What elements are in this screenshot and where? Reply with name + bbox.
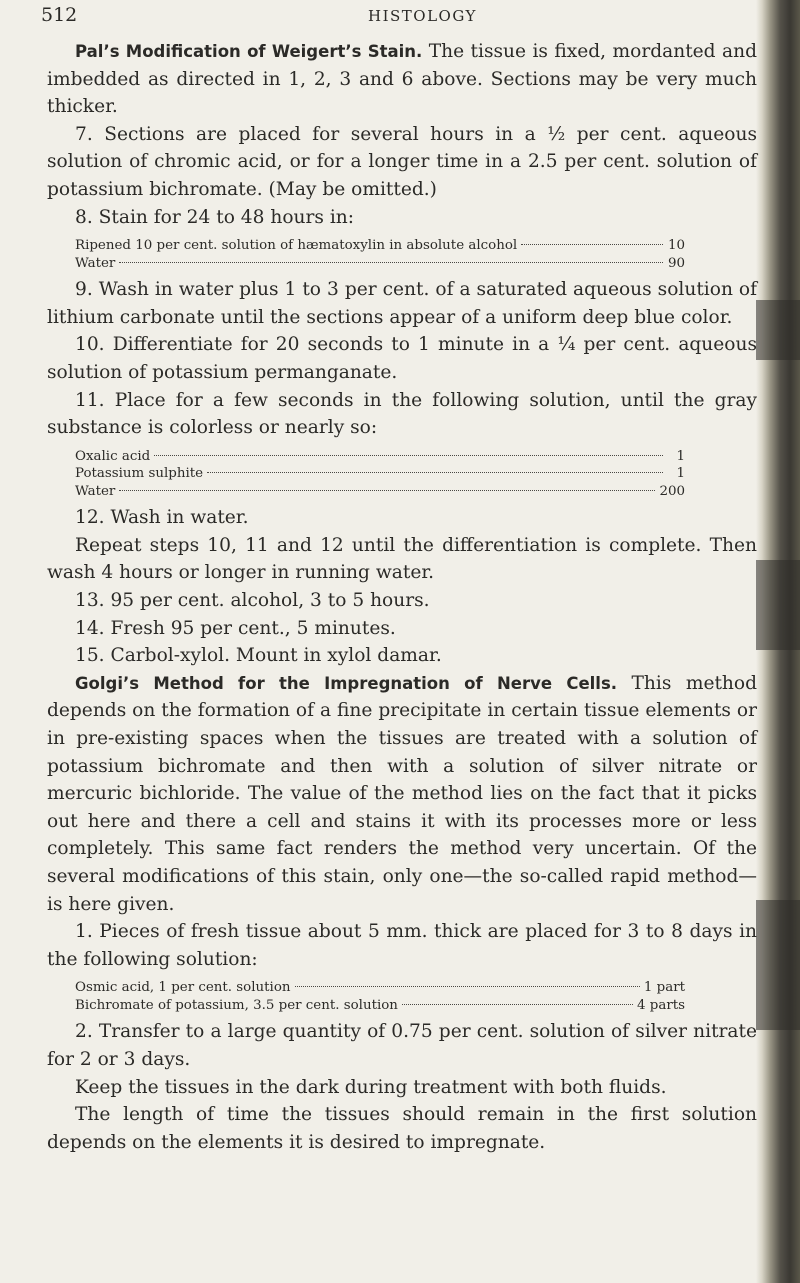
paragraph-text: This method depends on the formation of a fine precipitate in certain tissue elements or in pre-existing spaces when the tissues are treated with a solution of potassium bichromate and then with a solution of silver nitrate or mercuric bichloride. The value of the method lies on the fact that it picks out here and there a cell and stains it with its processes more or less completely. This same fact renders the method very uncertain. Of the several modifications of this stain, only one—the so-called rapid method—is here given. [47, 672, 757, 915]
step-paragraph: 1. Pieces of fresh tissue about 5 mm. thick are placed for 3 to 8 days in the following solution: [47, 921, 757, 970]
ingredient-name: Potassium sulphite [75, 466, 204, 482]
step-paragraph: 9. Wash in water plus 1 to 3 per cent. of a saturated aqueous solution of lithium carbonate until the sections appear of a uniform deep blue color. [47, 279, 757, 328]
step-paragraph: 7. Sections are placed for several hours in a ½ per cent. aqueous solution of chromic acid, or for a longer time in a 2.5 per cent. solution of potassium bichromate. (May be omitted.) [47, 123, 757, 200]
leader-dots [119, 490, 655, 491]
step-paragraph: 15. Carbol-xylol. Mount in xylol damar. [75, 645, 442, 667]
formula-table [75, 448, 685, 501]
formula-row [75, 465, 685, 483]
formula-row [75, 483, 685, 501]
leader-dots [119, 262, 663, 263]
step-paragraph: Keep the tissues in the dark during treatment with both fluids. [75, 1076, 667, 1098]
section-heading: Pal’s Modification of Weigert’s Stain. [75, 42, 423, 61]
ingredient-name: Water [75, 255, 116, 271]
step-paragraph: 14. Fresh 95 per cent., 5 minutes. [75, 617, 396, 639]
step-paragraph: 2. Transfer to a large quantity of 0.75 per cent. solution of silver nitrate for 2 or 3 days. [47, 1021, 757, 1070]
formula-row [75, 979, 685, 997]
step-paragraph: The length of time the tissues should remain in the first solution depends on the elements it is desired to impregnate. [47, 1104, 757, 1153]
paragraph-text: The tissue is fixed, mordanted and imbedded as directed in 1, 2, 3 and 6 above. Sections may be very much thicker. [47, 41, 757, 118]
formula-row [75, 255, 685, 273]
ingredient-name: Oxalic acid [75, 448, 151, 464]
ingredient-amount: 1 part [643, 980, 685, 996]
ingredient-amount: 90 [667, 255, 685, 271]
formula-table [75, 237, 685, 272]
ingredient-name: Water [75, 483, 116, 499]
ingredient-amount: 200 [659, 483, 685, 499]
ingredient-amount: 1 [676, 466, 685, 482]
leader-dots [521, 244, 663, 245]
formula-row [75, 448, 685, 466]
ingredient-name: Osmic acid, 1 per cent. solution [75, 980, 291, 996]
page-number: 512 [41, 4, 78, 26]
section-heading: Golgi’s Method for the Impregnation of Nerve Cells. [75, 673, 618, 693]
step-paragraph: 8. Stain for 24 to 48 hours in: [75, 206, 355, 228]
ingredient-amount: 10 [667, 238, 685, 254]
edge-shadow [756, 900, 800, 1030]
running-title: HISTOLOGY [368, 7, 477, 25]
page-header [0, 4, 770, 30]
pal-intro-paragraph [47, 38, 757, 121]
leader-dots [402, 1004, 633, 1005]
page-body [47, 38, 757, 1156]
edge-shadow [756, 560, 800, 650]
step-paragraph: Repeat steps 10, 11 and 12 until the differentiation is complete. Then wash 4 hours or longer in running water. [47, 534, 757, 584]
golgi-paragraph [47, 670, 757, 918]
step-paragraph: 11. Place for a few seconds in the following solution, until the gray substance is colorless or nearly so: [47, 389, 757, 439]
ingredient-amount: 1 [676, 448, 685, 464]
formula-table [75, 979, 685, 1014]
leader-dots [295, 986, 640, 987]
leader-dots [207, 472, 663, 473]
ingredient-amount: 4 parts [637, 997, 685, 1013]
formula-row [75, 237, 685, 255]
ingredient-name: Bichromate of potassium, 3.5 per cent. solution [75, 997, 398, 1013]
step-paragraph: 13. 95 per cent. alcohol, 3 to 5 hours. [75, 590, 430, 611]
ingredient-name: Ripened 10 per cent. solution of hæmatoxylin in absolute alcohol [75, 238, 518, 254]
step-paragraph: 12. Wash in water. [75, 507, 249, 529]
edge-shadow [756, 300, 800, 360]
formula-row [75, 997, 685, 1015]
leader-dots [154, 455, 663, 456]
step-paragraph: 10. Differentiate for 20 seconds to 1 minute in a ¼ per cent. aqueous solution of potassium permanganate. [47, 334, 757, 383]
